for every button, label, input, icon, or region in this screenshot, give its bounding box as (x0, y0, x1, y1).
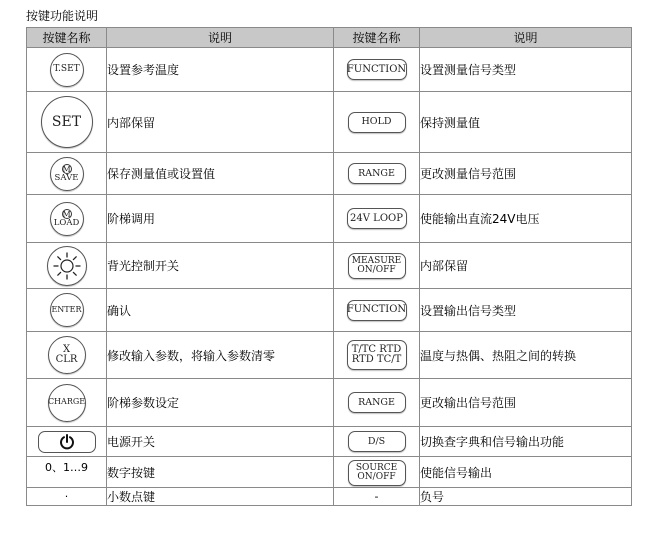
function-output-key[interactable]: FUNCTION (347, 300, 407, 321)
measure-key-line2: ON/OFF (357, 265, 396, 275)
table-row (27, 379, 632, 427)
row-desc: 保存测量值或设置值 (107, 153, 334, 195)
load-key[interactable] (50, 202, 84, 236)
range-key[interactable]: RANGE (348, 163, 406, 184)
row-desc: 数字按键 (107, 457, 334, 488)
source-key-line1: SOURCE (355, 462, 398, 473)
load-key-label: LOAD (53, 218, 80, 229)
minus-key[interactable]: - (334, 488, 420, 506)
table-row (27, 289, 632, 332)
table-row (27, 243, 632, 289)
t-tc-rtd-key-line1: T/TC RTD (351, 344, 402, 355)
row-desc: 负号 (420, 488, 632, 506)
save-key[interactable] (50, 157, 84, 191)
header-key-name-right: 按键名称 (334, 28, 420, 48)
row-desc: 更改测量信号范围 (420, 153, 632, 195)
header-key-name-left: 按键名称 (27, 28, 107, 48)
row-desc: 使能信号输出 (420, 457, 632, 488)
table-row (27, 488, 632, 506)
decimal-point-key[interactable]: · (27, 488, 107, 506)
header-desc-left: 说明 (107, 28, 334, 48)
row-desc: 内部保留 (107, 92, 334, 153)
row-desc: 设置参考温度 (107, 48, 334, 92)
tset-key[interactable]: T.SET (50, 53, 84, 87)
t-tc-rtd-key-line2: RTD TC/T (351, 354, 402, 365)
charge-key[interactable]: CHARGE (48, 384, 86, 422)
source-key-line2: ON/OFF (357, 471, 396, 482)
backlight-sun-icon (52, 251, 82, 281)
row-desc: 小数点键 (107, 488, 334, 506)
table-row (27, 92, 632, 153)
row-desc: 保持测量值 (420, 92, 632, 153)
measure-onoff-key[interactable] (348, 253, 406, 279)
clear-key-line1: X (62, 343, 71, 355)
memory-m-icon: M (62, 210, 71, 220)
row-desc: 更改输出信号范围 (420, 379, 632, 427)
row-desc: 切换查字典和信号输出功能 (420, 427, 632, 457)
header-desc-right: 说明 (420, 28, 632, 48)
measure-key-line1: MEASURE (351, 256, 402, 266)
row-desc: 修改输入参数，将输入参数清零 (107, 332, 334, 379)
enter-key[interactable]: ENTER (50, 293, 84, 327)
row-desc: 内部保留 (420, 243, 632, 289)
power-key[interactable] (38, 431, 96, 453)
row-desc: 电源开关 (107, 427, 334, 457)
row-desc: 使能输出直流24V电压 (420, 195, 632, 243)
row-desc: 确认 (107, 289, 334, 332)
clear-key[interactable] (48, 336, 86, 374)
ds-key[interactable]: D/S (348, 431, 406, 452)
row-desc: 阶梯调用 (107, 195, 334, 243)
table-row (27, 48, 632, 92)
hold-key[interactable]: HOLD (348, 112, 406, 133)
row-desc: 阶梯参数设定 (107, 379, 334, 427)
table-row (27, 153, 632, 195)
24v-loop-key[interactable]: 24V LOOP (347, 208, 407, 229)
clear-key-line2: CLR (55, 354, 78, 365)
table-row (27, 195, 632, 243)
power-icon (59, 434, 75, 450)
range-output-key[interactable]: RANGE (348, 392, 406, 413)
row-desc: 设置输出信号类型 (420, 289, 632, 332)
number-keys[interactable]: 0、1…9 (27, 457, 107, 488)
table-header-row (27, 28, 632, 48)
source-onoff-key[interactable] (348, 460, 406, 486)
row-desc: 设置测量信号类型 (420, 48, 632, 92)
page-title: 按键功能说明 (26, 9, 99, 23)
row-desc: 背光控制开关 (107, 243, 334, 289)
save-key-label: SAVE (54, 173, 79, 184)
backlight-key[interactable] (47, 246, 87, 286)
row-desc: 温度与热偶、热阻之间的转换 (420, 332, 632, 379)
table-row (27, 427, 632, 457)
table-row (27, 332, 632, 379)
set-key[interactable]: SET (41, 96, 93, 148)
t-tc-rtd-key[interactable] (347, 340, 407, 370)
memory-m-icon: M (62, 165, 71, 175)
key-function-table (26, 27, 632, 506)
table-row (27, 457, 632, 488)
function-key[interactable]: FUNCTION (347, 59, 407, 80)
